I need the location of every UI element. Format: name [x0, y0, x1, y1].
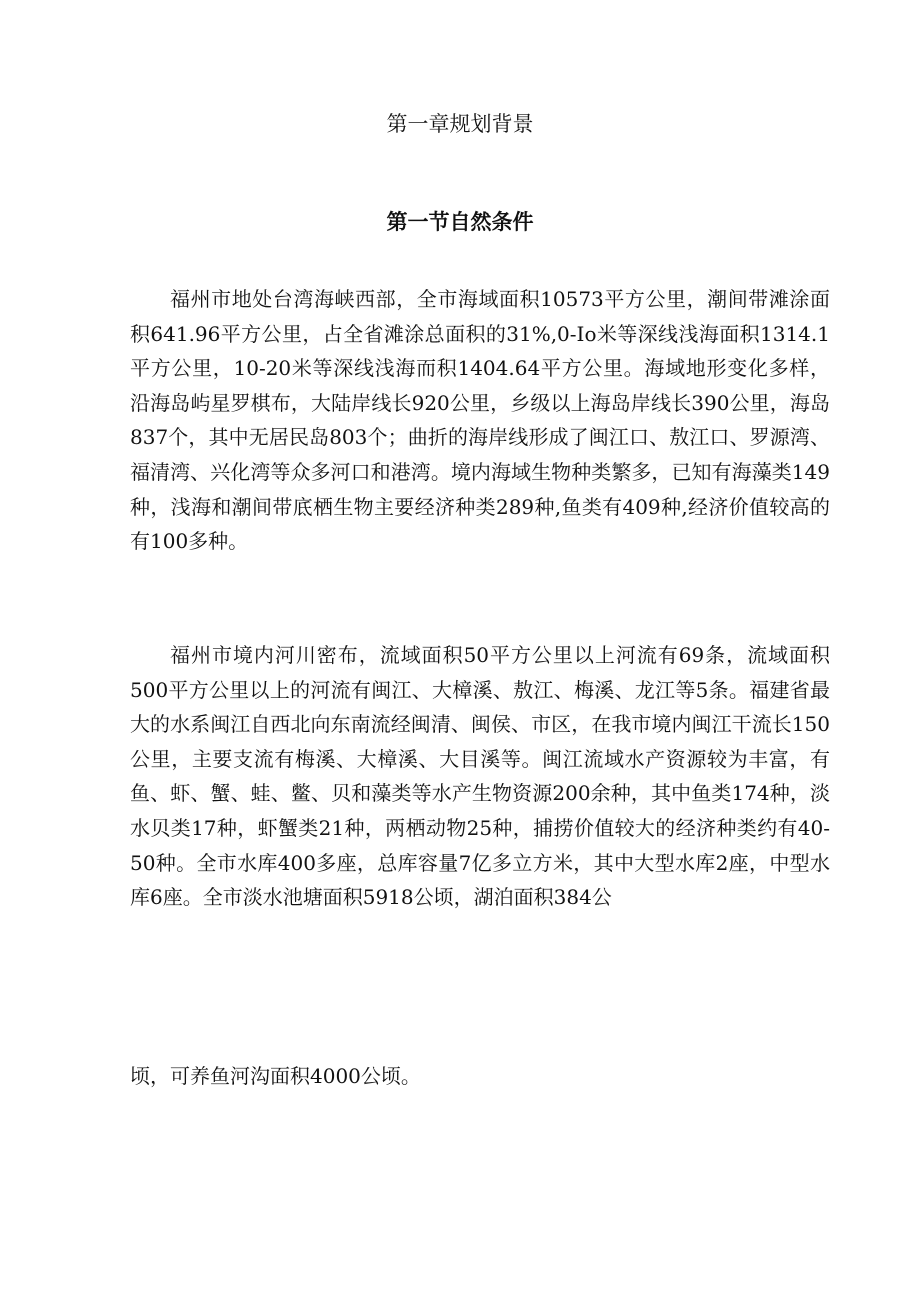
paragraph-river-resources: 福州市境内河川密布，流域面积50平方公里以上河流有69条，流域面积500平方公里以上的河流有闽江、大樟溪、敖江、梅溪、龙江等5条。福建省最大的水系闽江自西北向东南流经闽清、闽侯、市区，在我市境内闽江干流长150公里，主要支流有梅溪、大樟溪、大目溪等。闽江流域水产资源较为丰富，有鱼、虾、蟹、蛙、鳖、贝和藻类等水产生物资源200余种，其中鱼类174种，淡水贝类17种，虾蟹类21种，两栖动物25种，捕捞价值较大的经济种类约有40-50种。全市水库400多座，总库容量7亿多立方米，其中大型水库2座，中型水库6座。全市淡水池塘面积5918公顷，湖泊面积384公 [130, 643, 830, 910]
paragraph-marine-resources: 福州市地处台湾海峡西部，全市海域面积10573平方公里，潮间带滩涂面积641.96平方公里，占全省滩涂总面积的31%,0-Io米等深线浅海面积1314.1平方公里，10-20米等深线浅海而积1404.64平方公里。海域地形变化多样，沿海岛屿星罗棋布，大陆岸线长920公里，乡级以上海岛岸线长390公里，海岛837个，其中无居民岛803个；曲折的海岸线形成了闽江口、敖江口、罗源湾、福清湾、兴化湾等众多河口和港湾。境内海域生物种类繁多，已知有海藻类149种，浅海和潮间带底栖生物主要经济种类289种,鱼类有409种,经济价值较高的有100多种。 [130, 287, 830, 554]
paragraph-continuation: 顷，可养鱼河沟面积4000公顷。 [130, 1064, 421, 1088]
chapter-title: 第一章规划背景 [386, 112, 534, 136]
section-title: 第一节自然条件 [386, 209, 534, 234]
